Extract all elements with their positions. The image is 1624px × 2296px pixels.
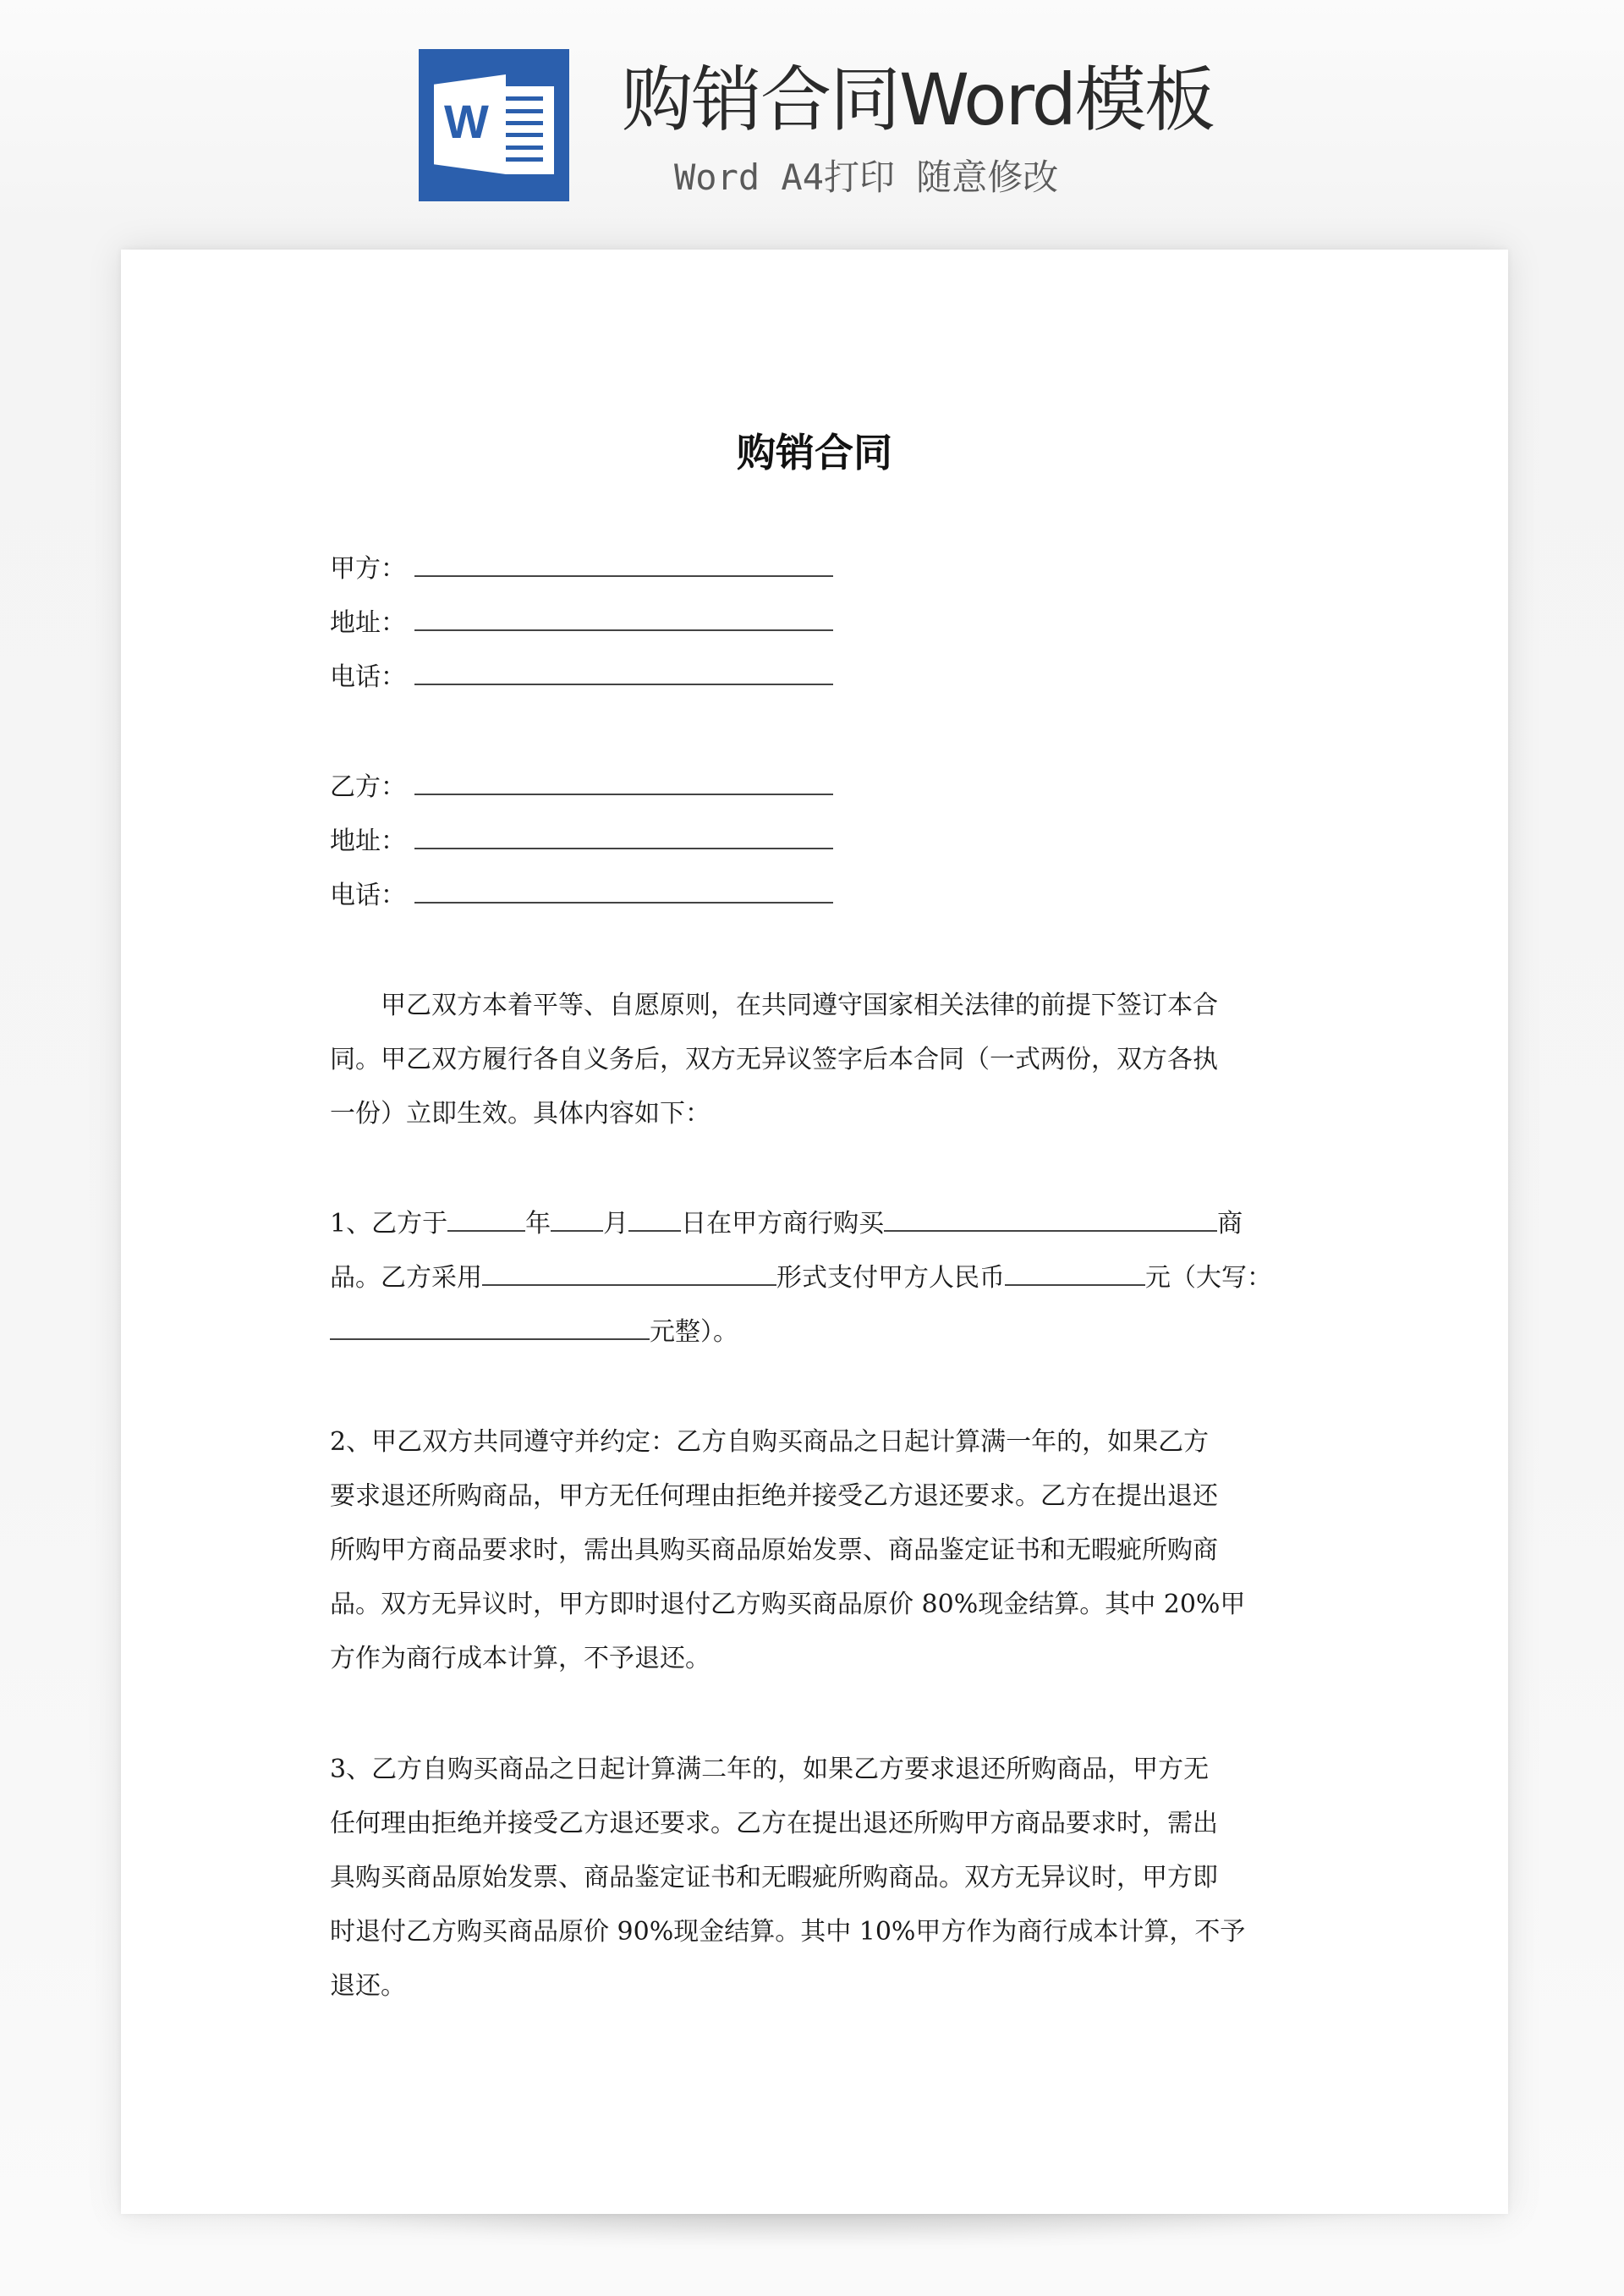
month-blank[interactable] (551, 1208, 603, 1232)
icon-text-line (506, 96, 543, 101)
clause-text: 元整）。 (650, 1317, 738, 1347)
paragraph-line: 所购甲方商品要求时，需出具购买商品原始发票、商品鉴定证书和无暇疵所购商 (330, 1535, 1218, 1565)
year-blank[interactable] (447, 1208, 525, 1232)
paragraph-line: 任何理由拒绝并接受乙方退还要求。乙方在提出退还所购甲方商品要求时，需出 (330, 1809, 1218, 1838)
paragraph-line: 2、甲乙双方共同遵守并约定：乙方自购买商品之日起计算满一年的，如果乙方 (330, 1427, 1210, 1457)
party-b-address-field (330, 825, 833, 859)
paragraph-line: 3、乙方自购买商品之日起计算满二年的，如果乙方要求退还所购商品，甲方无 (330, 1755, 1210, 1784)
paragraph-line (330, 1316, 738, 1349)
party-b-phone-field (330, 879, 833, 913)
fill-in-blank[interactable] (414, 607, 833, 631)
paragraph-line: 退还。 (330, 1971, 406, 2001)
payment-method-blank[interactable] (482, 1262, 776, 1286)
icon-text-line (506, 157, 543, 162)
icon-text-line (506, 109, 543, 113)
fill-in-blank[interactable] (414, 662, 833, 685)
fill-in-blank[interactable] (414, 772, 833, 795)
fill-in-blank[interactable] (414, 880, 833, 904)
paragraph-line: 一份）立即生效。具体内容如下： (330, 1099, 710, 1129)
paragraph-line (330, 1261, 1272, 1295)
day-blank[interactable] (628, 1208, 681, 1232)
document-page (121, 250, 1508, 2214)
paragraph-line: 方作为商行成本计算，不予退还。 (330, 1644, 710, 1673)
clause-text: 形式支付甲方人民币 (776, 1263, 1005, 1293)
icon-text-line (506, 146, 543, 150)
clause-text: 元（大写： (1145, 1263, 1272, 1293)
paragraph-line: 甲乙双方本着平等、自愿原则，在共同遵守国家相关法律的前提下签订本合 (381, 991, 1218, 1020)
banner-title: 购销合同Word模板 (622, 58, 1214, 141)
field-label: 电话： (330, 881, 406, 910)
party-b-name-field (330, 771, 833, 805)
fill-in-blank[interactable] (414, 553, 833, 577)
paragraph-line: 时退付乙方购买商品原价 90%现金结算。其中 10%甲方作为商行成本计算，不予 (330, 1917, 1246, 1947)
clause-text: 日在甲方商行购买 (681, 1209, 885, 1239)
field-label: 电话： (330, 662, 406, 692)
amount-blank[interactable] (1005, 1262, 1145, 1286)
clause-text: 1、乙方于 (330, 1209, 448, 1239)
word-document-icon (419, 49, 569, 201)
clause-text: 月 (603, 1209, 629, 1239)
paragraph-line (330, 1207, 1243, 1241)
fill-in-blank[interactable] (414, 826, 833, 849)
clause-text: 品。乙方采用 (330, 1263, 482, 1293)
document-title: 购销合同 (737, 430, 892, 475)
party-a-name-field (330, 552, 833, 586)
party-a-address-field (330, 607, 833, 640)
icon-text-line (506, 133, 543, 137)
icon-letter: W (444, 95, 489, 148)
field-label: 乙方： (330, 772, 406, 802)
template-banner (0, 0, 1624, 220)
clause-text: 商 (1217, 1209, 1243, 1239)
icon-text-line (506, 121, 543, 125)
party-a-phone-field (330, 661, 833, 695)
clause-text: 年 (525, 1209, 551, 1239)
product-blank[interactable] (884, 1208, 1217, 1232)
field-label: 地址： (330, 827, 406, 856)
paragraph-line: 要求退还所购商品，甲方无任何理由拒绝并接受乙方退还要求。乙方在提出退还 (330, 1481, 1218, 1511)
paragraph-line: 同。甲乙双方履行各自义务后，双方无异议签字后本合同（一式两份，双方各执 (330, 1045, 1218, 1074)
banner-subtitle: Word A4打印 随意修改 (674, 157, 1059, 198)
amount-in-words-blank[interactable] (330, 1316, 650, 1340)
field-label: 地址： (330, 608, 406, 638)
paragraph-line: 品。双方无异议时，甲方即时退付乙方购买商品原价 80%现金结算。其中 20%甲 (330, 1590, 1246, 1619)
paragraph-line: 具购买商品原始发票、商品鉴定证书和无暇疵所购商品。双方无异议时，甲方即 (330, 1863, 1218, 1892)
field-label: 甲方： (330, 554, 406, 584)
